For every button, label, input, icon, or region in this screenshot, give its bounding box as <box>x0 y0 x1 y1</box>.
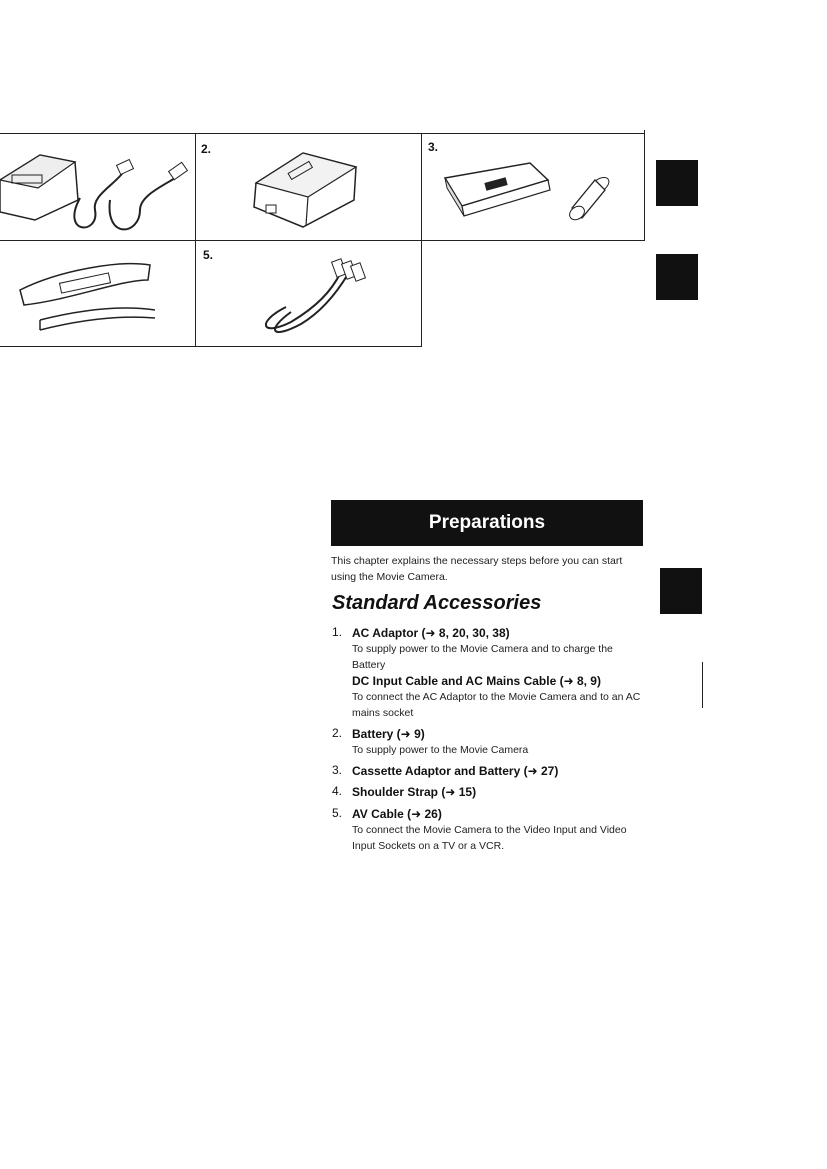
chapter-banner <box>331 500 643 546</box>
item-number: 2. <box>332 726 343 740</box>
list-item <box>332 726 647 758</box>
ac-adaptor-illustration <box>0 140 195 238</box>
grid-line-bottom <box>0 346 422 347</box>
cassette-adaptor-illustration <box>440 158 630 228</box>
item-description: To connect the Movie Camera to the Video Input and Video Input Sockets on a TV or a VCR. <box>352 824 627 852</box>
item-title: AC Adaptor (➜ 8, 20, 30, 38) <box>352 626 510 640</box>
item-title: Cassette Adaptor and Battery (➜ 27) <box>352 764 559 778</box>
list-item <box>332 806 647 854</box>
shoulder-strap-illustration <box>0 250 195 340</box>
item-number: 4. <box>332 784 343 798</box>
item-title: Battery (➜ 9) <box>352 727 425 741</box>
item-number: 1. <box>332 625 343 639</box>
margin-line <box>702 662 703 708</box>
grid-line-v1 <box>195 133 196 346</box>
figure-label-3: 3. <box>428 140 439 154</box>
list-item <box>332 784 647 800</box>
accessories-illustration <box>0 0 827 360</box>
figure-label-5: 5. <box>203 248 214 262</box>
item-subdescription: To connect the AC Adaptor to the Movie Camera and to an AC mains socket <box>352 691 641 719</box>
side-tab-marker-3 <box>660 568 702 614</box>
item-title: Shoulder Strap (➜ 15) <box>352 785 477 799</box>
side-tab-marker-1 <box>656 160 698 206</box>
item-number: 3. <box>332 763 343 777</box>
battery-illustration <box>248 145 363 230</box>
side-tab-marker-2 <box>656 254 698 300</box>
accessories-list <box>332 625 647 859</box>
chapter-intro: This chapter explains the necessary steps before you can start using the Movie Camera. <box>331 555 623 583</box>
item-description: To supply power to the Movie Camera and to charge the Battery <box>352 643 613 671</box>
av-cable-illustration <box>256 252 366 334</box>
chapter-title: Preparations <box>428 512 546 533</box>
grid-line-middle <box>0 240 645 241</box>
section-title: Standard Accessories <box>332 592 542 614</box>
list-item <box>332 763 647 779</box>
grid-line-v2 <box>421 133 422 346</box>
item-description: To supply power to the Movie Camera <box>352 744 529 756</box>
item-title: AV Cable (➜ 26) <box>352 807 442 821</box>
figure-label-2: 2. <box>201 142 212 156</box>
grid-line-top <box>0 133 645 134</box>
list-item <box>332 625 647 721</box>
item-subtitle: DC Input Cable and AC Mains Cable (➜ 8, 9) <box>352 674 601 688</box>
item-number: 5. <box>332 806 343 820</box>
grid-line-v3 <box>644 130 645 240</box>
